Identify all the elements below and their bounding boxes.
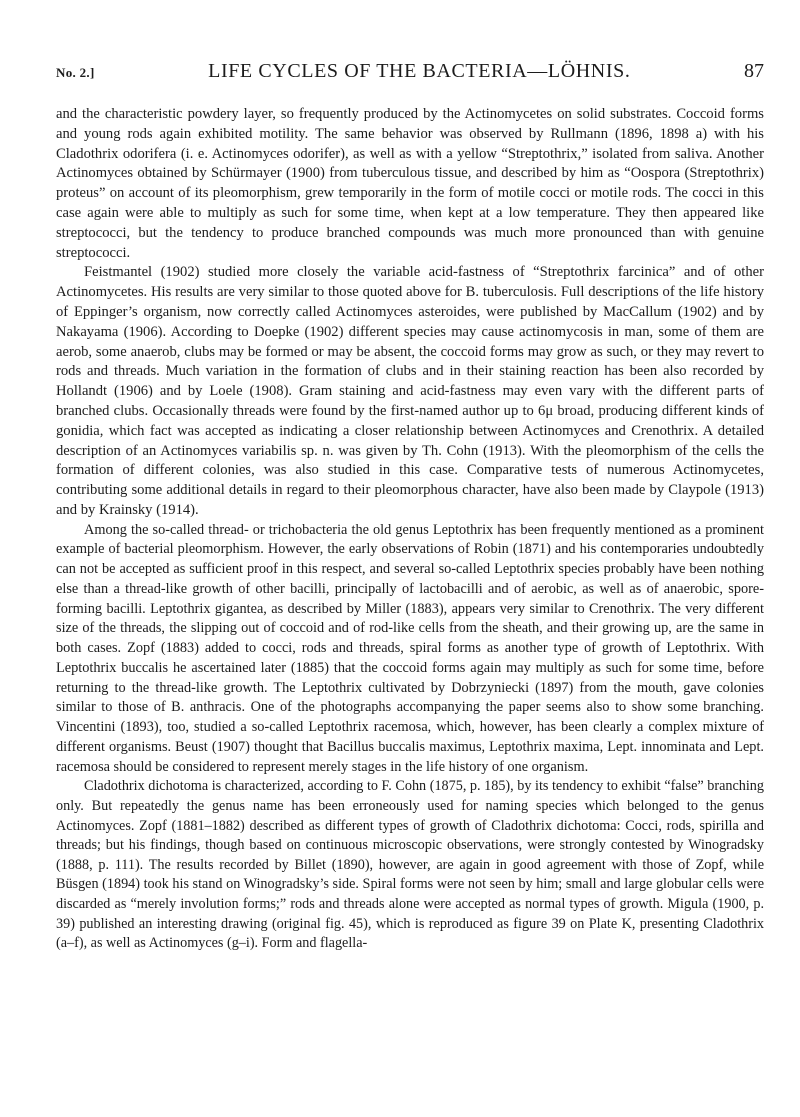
paragraph-continued: and the characteristic powdery layer, so frequently produced by the Actinomycetes on solid substrates. Coccoid forms and young rods again exhibited motility. The same behavior was observed by Rullmann (1896, 1898 a) with his Cladothrix odorifera (i. e. Actinomyces odorifer), as well as with a yellow “Streptothrix,” isolated from saliva. Another Actinomyces obtained by Schürmayer (1900) from tuberculous tissue, and described by him as “Oospora (Streptothrix) proteus” on account of its pleomorphism, grew temporarily in the form of motile cocci or motile rods. The cocci in this case again were able to multiply as such for some time, when kept at a low temperature. They then appeared like streptococci, but the tendency to produce branched compounds was much more pronounced than with genuine streptococci.: [56, 106, 764, 261]
paragraph-feistmantel: Feistmantel (1902) studied more closely the variable acid-fastness of “Streptothrix farcinica” and of other Actinomycetes. His results are very similar to those quoted above for B. tuberculosis. Full descriptions of the life history of Eppinger’s organism, now correctly called Actinomyces asteroides, were published by MacCallum (1902) and by Nakayama (1906). According to Doepke (1902) different species may cause actinomycosis in man, some of them are aerob, some anaerob, clubs may be formed or may be absent, the coccoid forms may grow as such, or they may revert to rods and threads. Much variation in the formation of clubs and in their staining reaction has been also recorded by Hollandt (1906) and by Loele (1908). Gram staining and acid-fastness may even vary with the different parts of branched clubs. Occasionally threads were found by the first-named author up to 6μ broad, producing different kinds of gonidia, which fact was accepted as indicating a closer relationship between Actinomyces and Crenothrix. A detailed description of an Actinomyces variabilis sp. n. was given by Th. Cohn (1913). With the pleomorphism of the cells the formation of different colonies, was also studied in this case. Comparative tests of numerous Actinomycetes, contributing some additional details in regard to their pleomorphous character, have also been made by Claypole (1913) and by Krainsky (1914).: [56, 264, 764, 518]
body-text: [56, 105, 764, 954]
running-title: LIFE CYCLES OF THE BACTERIA—LÖHNIS.: [208, 60, 631, 82]
paragraph-leptothrix: Among the so-called thread- or trichobacteria the old genus Leptothrix has been frequently mentioned as a prominent example of bacterial pleomorphism. However, the early observations of Robin (1871) and his contemporaries undoubtedly can not be accepted as sufficient proof in this respect, and several so-called Leptothrix species probably have been nothing else than a thread-like growth of other bacilli, principally of lactobacilli and of aerobic, as well as of anaerobic, spore-forming bacilli. Leptothrix gigantea, as described by Miller (1883), appears very similar to Crenothrix. The very different size of the threads, the slipping out of coccoid and of rod-like cells from the sheath, and their growing up, are the same in both cases. Zopf (1883) added to cocci, rods and threads, spiral forms as another type of growth of Leptothrix. With Leptothrix buccalis he ascertained later (1885) that the coccoid forms again may multiply as such for some time, before returning to the thread-like growth. The Leptothrix cultivated by Dobrzyniecki (1897) from the mouth, gave colonies similar to those of B. anthracis. One of the photographs accompanying the paper seems also to show some branching. Vincentini (1893), too, studied a so-called Leptothrix racemosa, which, however, has been clearly a complex mixture of different organisms. Beust (1907) thought that Bacillus buccalis maximus, Leptothrix maxima, Lept. innominata and Lept. racemosa should be considered to represent merely stages in the life history of one organism.: [56, 521, 764, 775]
journal-page: [56, 60, 764, 954]
running-header: [56, 60, 764, 83]
paragraph-cladothrix: Cladothrix dichotoma is characterized, according to F. Cohn (1875, p. 185), by its tendency to exhibit “false” branching only. But repeatedly the genus name has been erroneously used for naming species which belonged to the genus Actinomyces. Zopf (1881–1882) described as different types of growth of Cladothrix dichotoma: Cocci, rods, spirilla and threads; but his findings, though based on continuous microscopic observations, were strongly contested by Winogradsky (1888, p. 111). The results recorded by Billet (1890), however, are again in good agreement with those of Zopf, while Büsgen (1894) took his stand on Winogradsky’s side. Spiral forms were not seen by him; small and large globular cells were discarded as “merely involution forms;” rods and threads alone were accepted as normal types of growth. Migula (1900, p. 39) published an interesting drawing (original fig. 45), which is reproduced as figure 39 on Plate K, presenting Cladothrix (a–f), as well as Actinomyces (g–i). Form and flagella-: [56, 778, 764, 952]
journal-number: No. 2.]: [56, 65, 95, 80]
page-number: 87: [743, 60, 764, 82]
